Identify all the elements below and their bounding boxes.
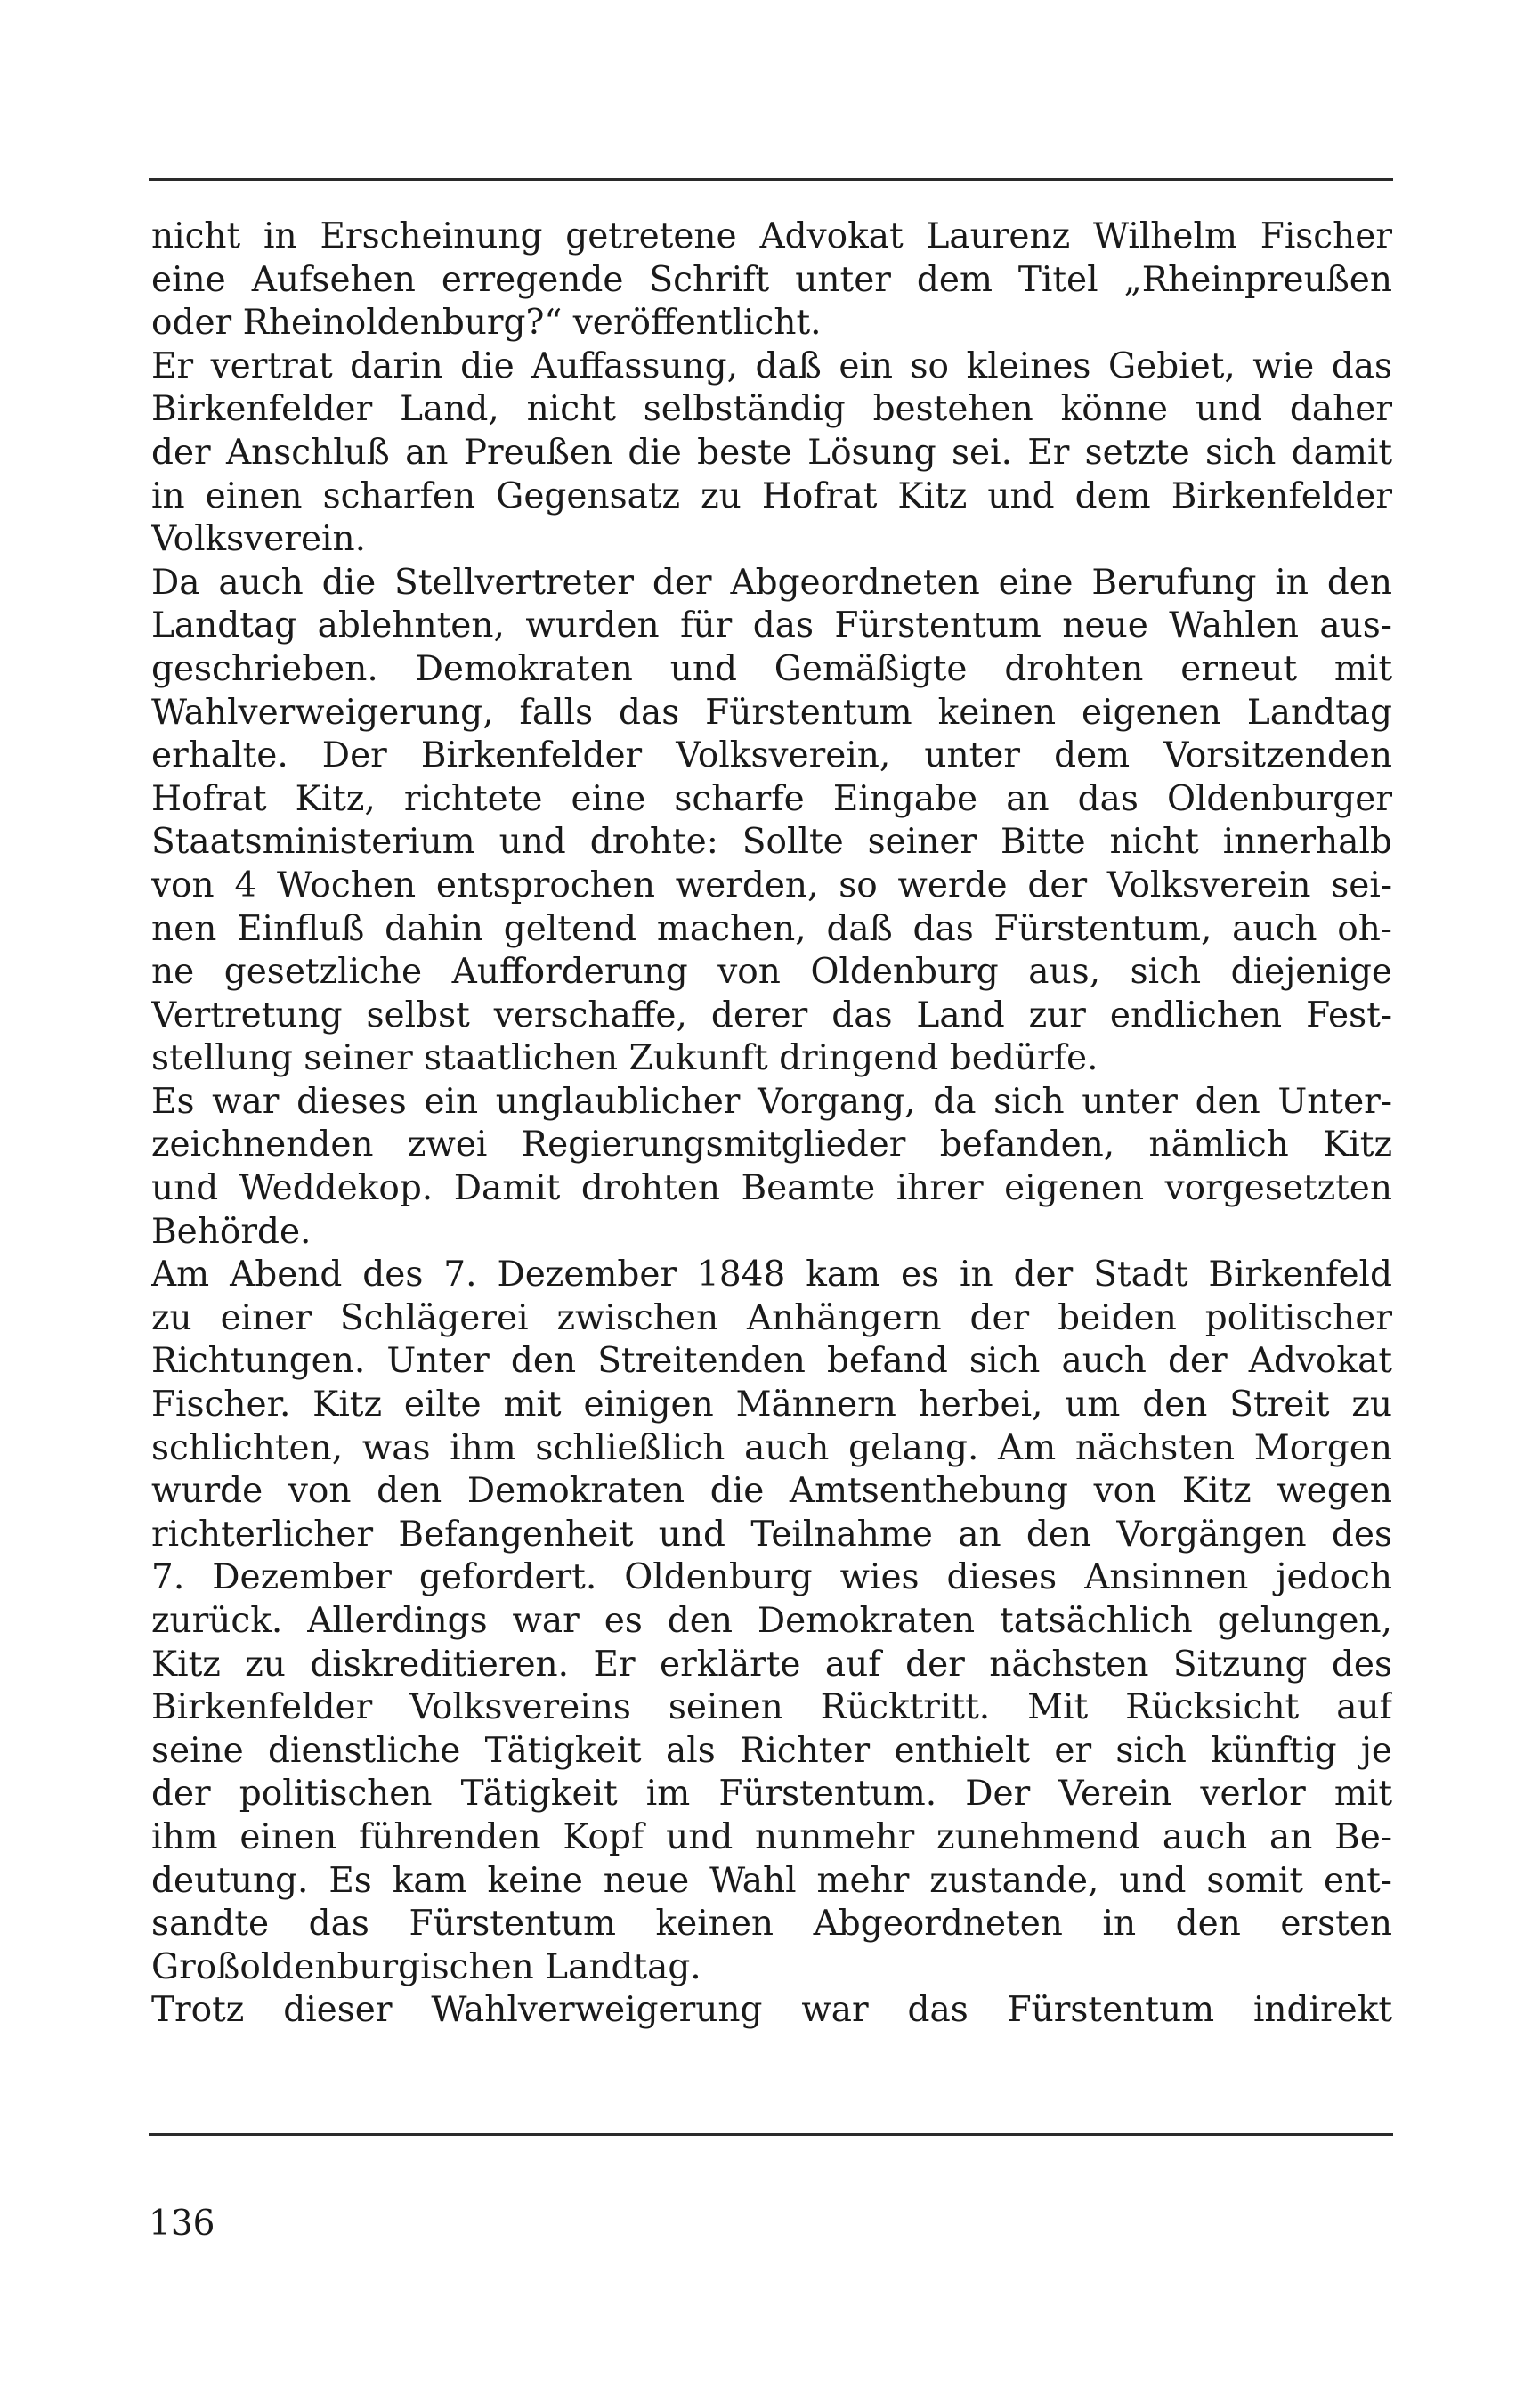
text-line: richterlicher Befangenheit und Teilnahme an den Vorgängen des [151, 1514, 1392, 1555]
text-line: deutung. Es kam keine neue Wahl mehr zustande, und somit ent- [151, 1860, 1392, 1901]
text-line: Er vertrat darin die Auffassung, daß ein so kleines Gebiet, wie das [151, 345, 1392, 386]
text-line: nicht in Erscheinung getretene Advokat Laurenz Wilhelm Fischer [151, 216, 1392, 256]
text-line: Richtungen. Unter den Streitenden befand sich auch der Advokat [151, 1341, 1392, 1382]
text-line: Wahlverweigerung, falls das Fürstentum keinen eigenen Landtag [151, 692, 1392, 733]
text-line: Behörde. [151, 1211, 312, 1252]
text-line: 7. Dezember gefordert. Oldenburg wies dieses Ansinnen jedoch [151, 1557, 1392, 1598]
text-line: zu einer Schlägerei zwischen Anhängern der beiden politischer [151, 1297, 1392, 1338]
text-line: Birkenfelder Volksvereins seinen Rücktritt. Mit Rücksicht auf [151, 1687, 1392, 1728]
text-line: Landtag ablehnten, wurden für das Fürstentum neue Wahlen aus- [151, 605, 1392, 646]
text-line: Fischer. Kitz eilte mit einigen Männern herbei, um den Streit zu [151, 1385, 1392, 1425]
text-line: geschrieben. Demokraten und Gemäßigte drohten erneut mit [151, 648, 1392, 689]
text-line: Am Abend des 7. Dezember 1848 kam es in der Stadt Birkenfeld [151, 1255, 1392, 1295]
text-line: seine dienstliche Tätigkeit als Richter enthielt er sich künftig je [151, 1730, 1392, 1771]
text-line: sandte das Fürstentum keinen Abgeordneten in den ersten [151, 1904, 1392, 1945]
text-line: von 4 Wochen entsprochen werden, so werde der Volksverein sei- [151, 865, 1392, 906]
text-line: Großoldenburgischen Landtag. [151, 1946, 701, 1987]
top-rule [149, 178, 1393, 181]
text-line: oder Rheinoldenburg?“ veröffentlicht. [151, 303, 822, 344]
text-line: wurde von den Demokraten die Amtsenthebung von Kitz wegen [151, 1471, 1392, 1512]
text-line: in einen scharfen Gegensatz zu Hofrat Kitz und dem Birkenfelder [151, 475, 1392, 516]
text-line: und Weddekop. Damit drohten Beamte ihrer eigenen vorgesetzten [151, 1168, 1392, 1209]
text-line: schlichten, was ihm schließlich auch gelang. Am nächsten Morgen [151, 1427, 1392, 1468]
text-line: erhalte. Der Birkenfelder Volksverein, unter dem Vorsitzenden [151, 735, 1392, 776]
text-line: zeichnenden zwei Regierungsmitglieder befanden, nämlich Kitz [151, 1125, 1392, 1165]
page-number: 136 [149, 2204, 215, 2244]
text-line: ne gesetzliche Aufforderung von Oldenburg aus, sich diejenige [151, 952, 1392, 993]
text-line: Staatsministerium und drohte: Sollte seiner Bitte nicht innerhalb [151, 822, 1392, 863]
text-line: Trotz dieser Wahlverweigerung war das Fürstentum indirekt [151, 1990, 1392, 2031]
bottom-rule [149, 2133, 1393, 2136]
text-line: Kitz zu diskreditieren. Er erklärte auf der nächsten Sitzung des [151, 1644, 1392, 1685]
body-text [151, 215, 1392, 2033]
text-line: der politischen Tätigkeit im Fürstentum. Der Verein verlor mit [151, 1774, 1392, 1815]
text-line: Volksverein. [151, 519, 367, 560]
text-line: stellung seiner staatlichen Zukunft dringend bedürfe. [151, 1038, 1098, 1079]
text-line: Hofrat Kitz, richtete eine scharfe Eingabe an das Oldenburger [151, 778, 1392, 819]
text-line: eine Aufsehen erregende Schrift unter dem Titel „Rheinpreußen [151, 259, 1392, 300]
text-line: der Anschluß an Preußen die beste Lösung sei. Er setzte sich damit [151, 432, 1392, 473]
text-line: Vertretung selbst verschaffe, derer das Land zur endlichen Fest- [151, 995, 1392, 1036]
text-line: nen Einfluß dahin geltend machen, daß das Fürstentum, auch oh- [151, 908, 1392, 949]
text-line: ihm einen führenden Kopf und nunmehr zunehmend auch an Be- [151, 1816, 1392, 1857]
text-line: Da auch die Stellvertreter der Abgeordneten eine Berufung in den [151, 562, 1392, 603]
text-line: zurück. Allerdings war es den Demokraten tatsächlich gelungen, [151, 1601, 1392, 1641]
text-line: Es war dieses ein unglaublicher Vorgang, da sich unter den Unter- [151, 1081, 1392, 1122]
text-line: Birkenfelder Land, nicht selbständig bestehen könne und daher [151, 389, 1392, 430]
